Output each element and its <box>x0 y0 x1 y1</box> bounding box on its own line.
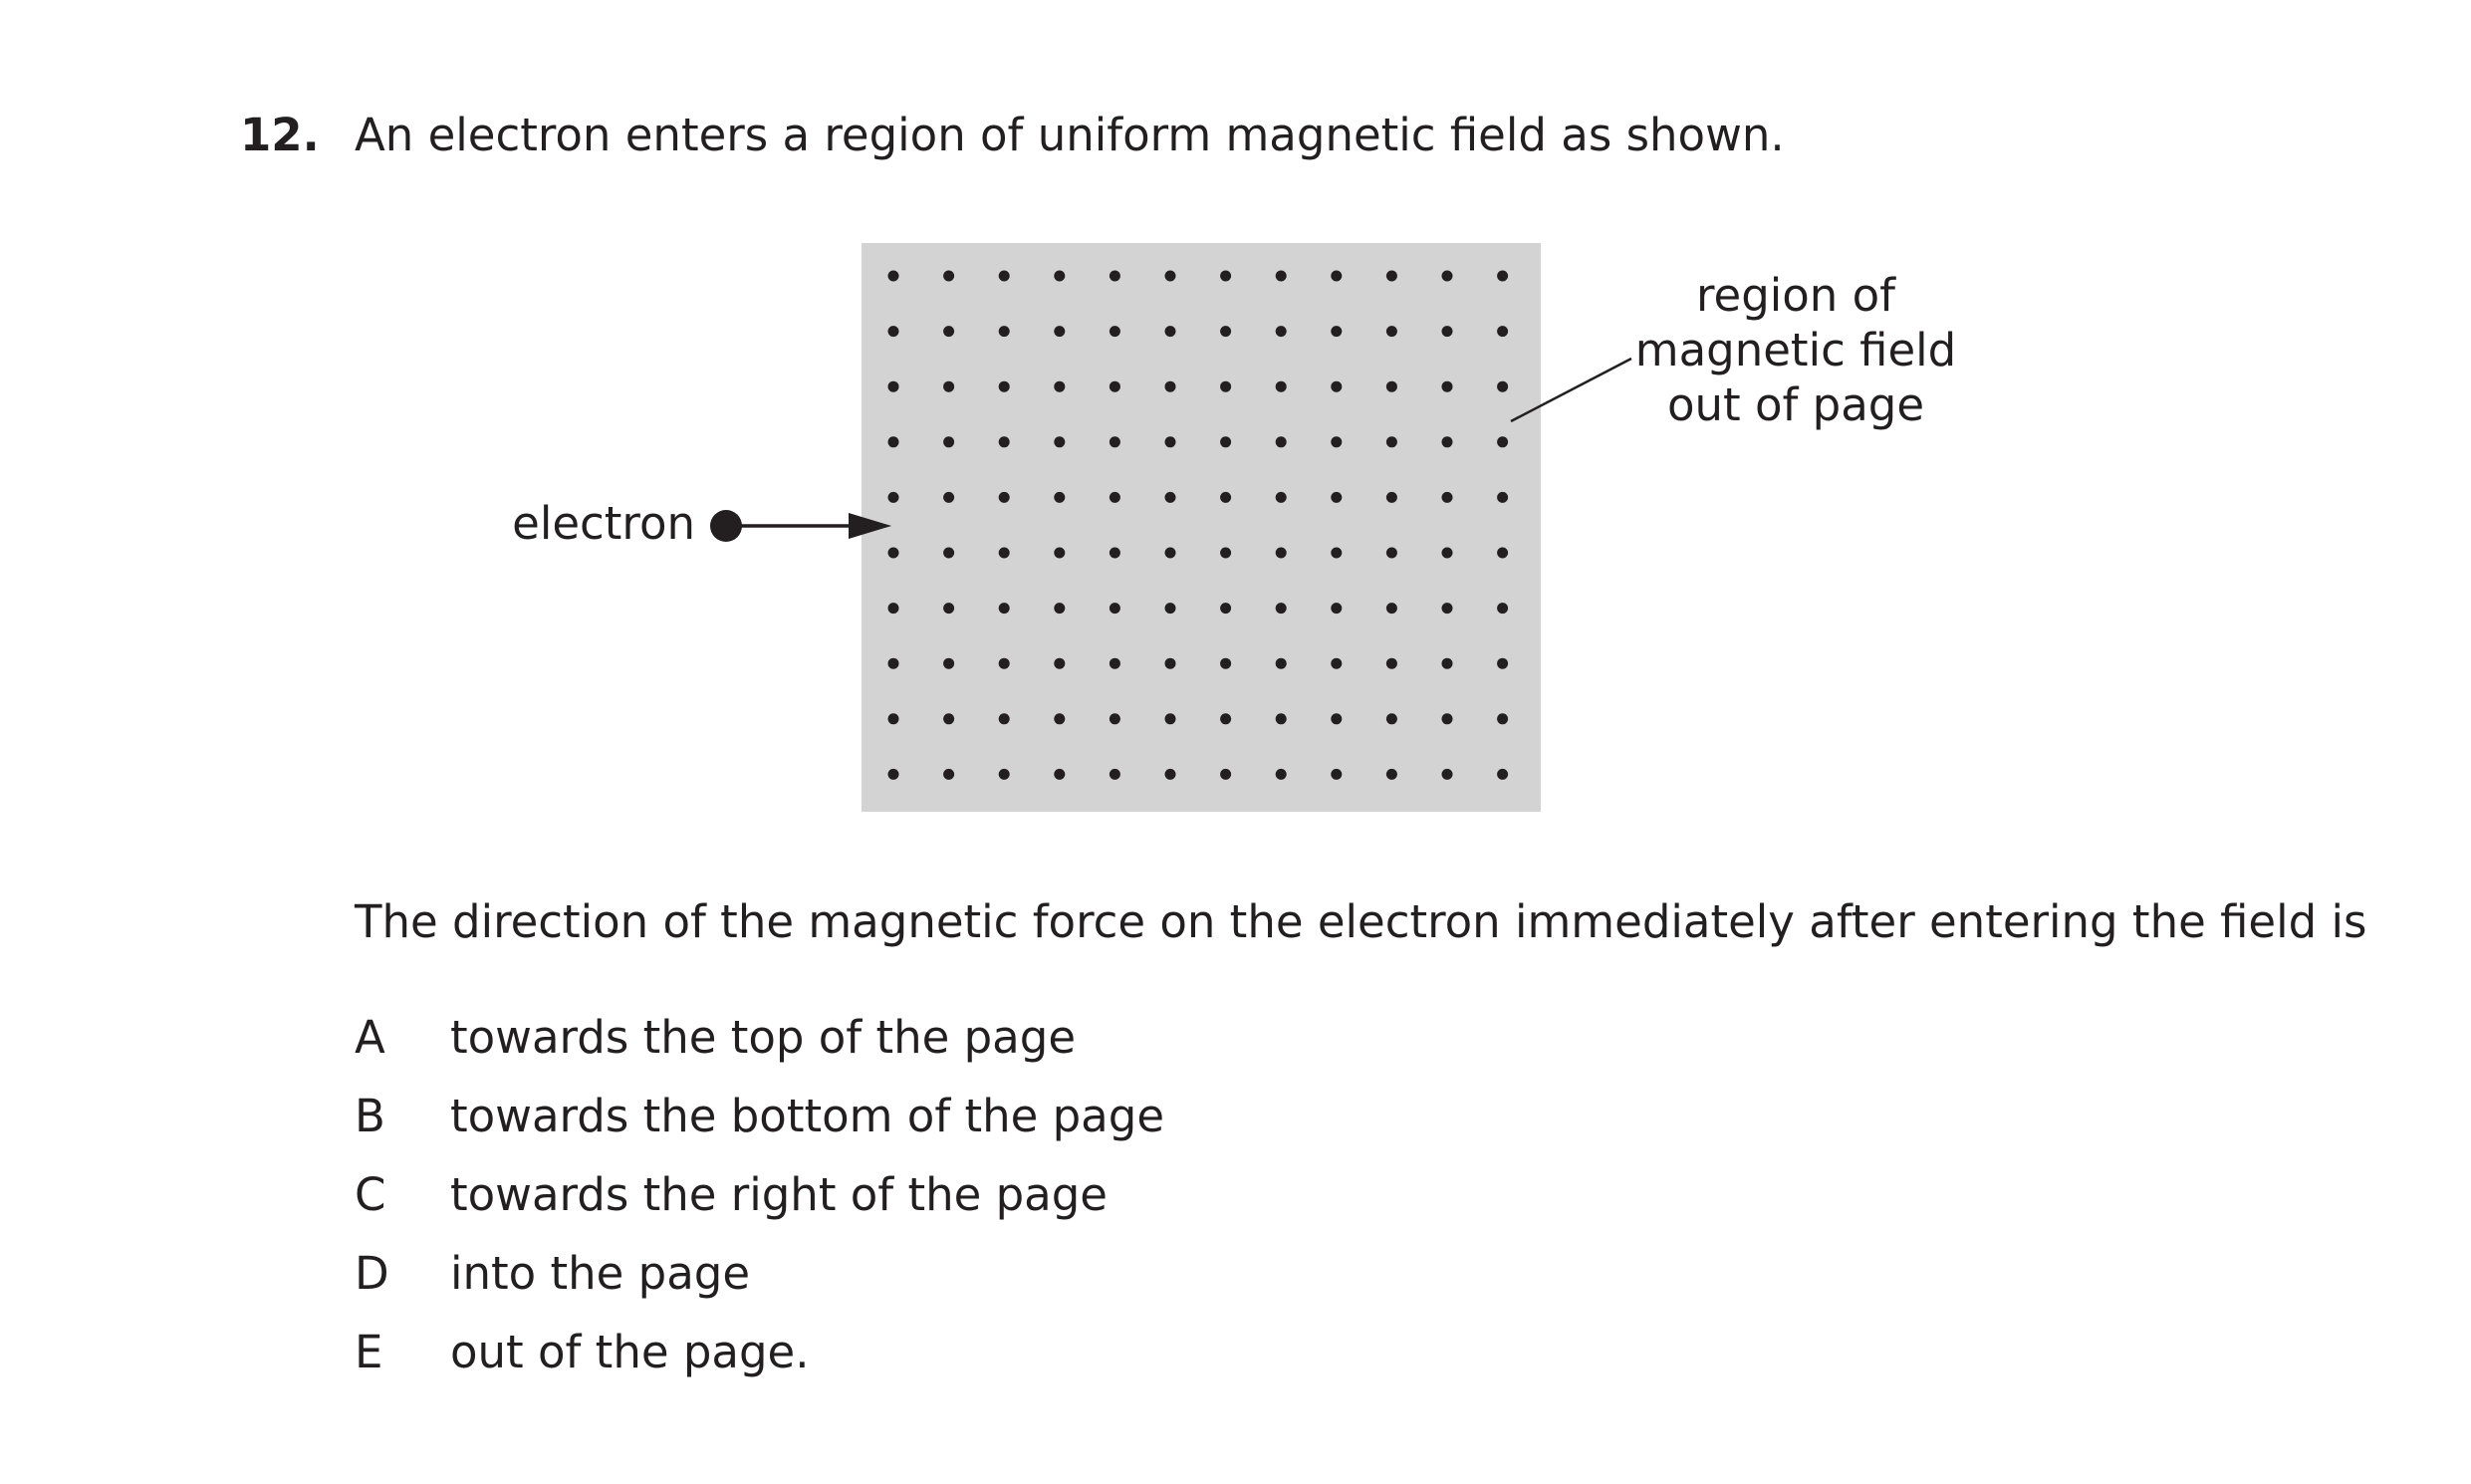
field-dot <box>888 603 899 614</box>
field-dot <box>1054 326 1065 337</box>
field-dot <box>1331 381 1342 392</box>
field-dot <box>1165 603 1176 614</box>
field-dot <box>999 658 1010 669</box>
field-dot <box>1054 492 1065 503</box>
field-dot <box>1386 436 1397 447</box>
field-dot <box>1386 603 1397 614</box>
field-dot <box>1220 658 1231 669</box>
field-dot <box>943 658 954 669</box>
field-dot <box>1220 271 1231 282</box>
field-dot <box>1497 603 1508 614</box>
field-dot <box>1442 381 1453 392</box>
field-dot <box>1110 271 1120 282</box>
electron-label: electron <box>512 497 695 550</box>
field-dot <box>943 603 954 614</box>
field-dot <box>1220 548 1231 559</box>
field-dot <box>999 492 1010 503</box>
field-dot <box>1386 381 1397 392</box>
field-dot <box>1442 326 1453 337</box>
option-text: towards the right of the page <box>450 1168 1108 1221</box>
field-dot <box>1110 492 1120 503</box>
field-dot <box>1220 603 1231 614</box>
field-dot <box>1054 548 1065 559</box>
field-dot <box>943 548 954 559</box>
option-text: into the page <box>450 1247 751 1300</box>
field-dot <box>999 603 1010 614</box>
field-dot <box>1276 548 1287 559</box>
field-dot <box>1497 548 1508 559</box>
field-dot <box>1386 769 1397 780</box>
field-dot <box>999 548 1010 559</box>
field-dot <box>1276 713 1287 724</box>
field-dot <box>1331 436 1342 447</box>
field-dot <box>1054 658 1065 669</box>
field-dot <box>943 326 954 337</box>
field-dot <box>1054 769 1065 780</box>
field-dot <box>999 436 1010 447</box>
field-dot <box>1165 769 1176 780</box>
field-dot <box>999 326 1010 337</box>
field-dot <box>1386 326 1397 337</box>
field-dot <box>1110 326 1120 337</box>
field-dot <box>1054 436 1065 447</box>
field-dot <box>1276 492 1287 503</box>
field-dot <box>1386 548 1397 559</box>
field-dot <box>1442 713 1453 724</box>
option-letter: A <box>355 1011 385 1064</box>
field-dot <box>1442 603 1453 614</box>
field-dot <box>1442 658 1453 669</box>
field-dot <box>1165 492 1176 503</box>
field-dot <box>943 436 954 447</box>
field-dot <box>1276 326 1287 337</box>
field-dot <box>1165 436 1176 447</box>
field-dot <box>1386 713 1397 724</box>
field-dot <box>1497 658 1508 669</box>
magnetic-field-region <box>862 243 1541 812</box>
field-dot <box>1386 658 1397 669</box>
question-prompt: The direction of the magnetic force on the electron immediately after entering the field is <box>355 895 2367 948</box>
field-dot <box>1165 548 1176 559</box>
field-dot <box>1442 492 1453 503</box>
field-dot <box>1220 492 1231 503</box>
field-dot <box>1054 603 1065 614</box>
option-letter: D <box>355 1247 389 1300</box>
field-dot <box>1220 713 1231 724</box>
field-dot <box>888 381 899 392</box>
field-dot <box>1054 713 1065 724</box>
field-dot <box>1331 271 1342 282</box>
field-dot <box>1386 492 1397 503</box>
field-dot <box>1165 271 1176 282</box>
field-dot <box>1442 769 1453 780</box>
field-dot <box>1165 713 1176 724</box>
field-dot <box>999 271 1010 282</box>
field-dot <box>1276 271 1287 282</box>
field-dot <box>1276 603 1287 614</box>
option-letter: B <box>355 1090 385 1142</box>
field-dot <box>943 381 954 392</box>
field-dot <box>1165 381 1176 392</box>
field-dot <box>1497 492 1508 503</box>
field-dot <box>1165 326 1176 337</box>
field-dot <box>1110 548 1120 559</box>
option-text: towards the bottom of the page <box>450 1090 1165 1142</box>
question-stem: An electron enters a region of uniform magnetic field as shown. <box>355 109 1785 161</box>
field-dot <box>1331 713 1342 724</box>
field-dot <box>1165 658 1176 669</box>
field-dot <box>1110 436 1120 447</box>
field-dot <box>943 271 954 282</box>
field-dot <box>1276 769 1287 780</box>
field-dot <box>943 769 954 780</box>
field-dot <box>1220 769 1231 780</box>
option-text: towards the top of the page <box>450 1011 1077 1064</box>
field-dot <box>888 769 899 780</box>
field-label-line-2: magnetic field <box>1634 324 1957 376</box>
field-dot <box>1386 271 1397 282</box>
field-dot <box>1276 381 1287 392</box>
question-number: 12. <box>240 109 320 161</box>
field-dot <box>1110 381 1120 392</box>
field-dot <box>1497 713 1508 724</box>
field-dot <box>1497 769 1508 780</box>
field-dot <box>888 326 899 337</box>
field-dot <box>999 713 1010 724</box>
field-dot <box>1110 713 1120 724</box>
field-dot <box>1331 326 1342 337</box>
field-dot <box>1331 658 1342 669</box>
field-dot <box>1331 603 1342 614</box>
field-dot <box>888 713 899 724</box>
field-dot <box>1497 271 1508 282</box>
field-dot <box>888 492 899 503</box>
field-dot <box>1497 436 1508 447</box>
field-dot <box>1220 436 1231 447</box>
field-dot <box>1054 271 1065 282</box>
field-dot <box>888 548 899 559</box>
field-dot <box>1054 381 1065 392</box>
field-dot <box>1442 436 1453 447</box>
field-dot <box>1276 436 1287 447</box>
field-dot <box>888 271 899 282</box>
field-dot <box>1110 658 1120 669</box>
field-dot <box>1110 603 1120 614</box>
option-letter: C <box>355 1168 386 1221</box>
field-dot <box>1331 769 1342 780</box>
option-text: out of the page. <box>450 1326 810 1378</box>
field-dot <box>1442 548 1453 559</box>
field-dot <box>1110 769 1120 780</box>
field-dot <box>888 436 899 447</box>
field-dot <box>943 713 954 724</box>
field-dot <box>999 769 1010 780</box>
field-dot <box>1220 381 1231 392</box>
field-dot <box>1276 658 1287 669</box>
field-dot <box>943 492 954 503</box>
field-dot <box>1220 326 1231 337</box>
field-label-line-1: region of <box>1696 269 1895 322</box>
field-dot <box>999 381 1010 392</box>
field-dot <box>1497 381 1508 392</box>
field-dot <box>888 658 899 669</box>
field-dot <box>1442 271 1453 282</box>
field-dot <box>1331 492 1342 503</box>
field-dot <box>1331 548 1342 559</box>
field-dot <box>1497 326 1508 337</box>
option-letter: E <box>355 1326 383 1378</box>
field-label-line-3: out of page <box>1666 378 1925 431</box>
